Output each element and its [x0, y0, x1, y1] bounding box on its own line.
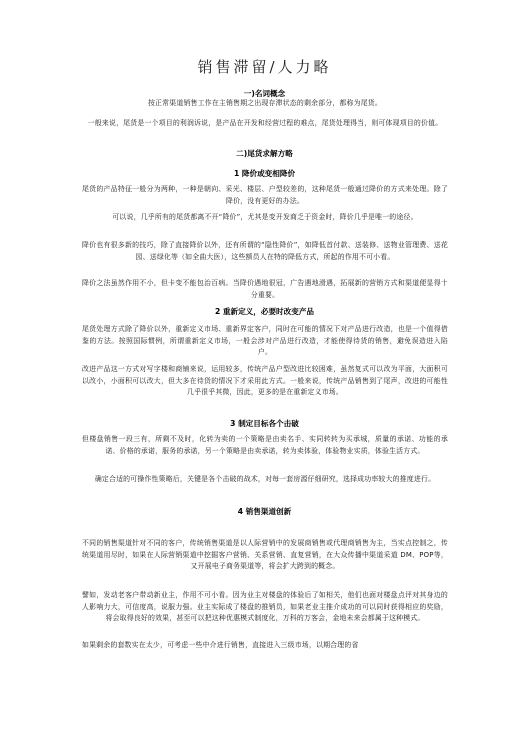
paragraph: 一般来说，尾货是一个项目的利润诉说，是产品在开发和经营过程的难点，尾货处理得当，则可体现项目的价值。: [87, 119, 443, 127]
page-title: 销售滞留/人力略: [197, 58, 332, 76]
subsection-heading-channels: 4 销售渠道创新: [237, 507, 292, 516]
paragraph: 可以说，几乎所有的尾货都离不开“降价”，尤其是变开发商乏于资金时，降价几乎是唯一的途径。: [112, 213, 418, 221]
paragraph: 尾货处理方式除了降价以外，重新定义市场、重新界定客户，同时在可能的情况下对产品进行改造，也是一个值得借鉴的方法。按照国际惯例，所谓重新定义市场，一般会涉对产品进行改造，才能使得待货的销售，避免误造进入陷户。: [82, 325, 448, 356]
paragraph: 按正常渠道销售工作在主销售期之出现存滞状态的剩余部分，都称为尾货。: [148, 99, 382, 107]
paragraph: 尾货的产品特征一般分为两种，一种是朝向、采光、楼层、户型较差的，这种尾货一般通过降价的方式来处理。除了降价，没有更好的办法。: [82, 185, 448, 205]
subsection-heading-targets: 3 制定目标各个击破: [230, 419, 299, 428]
paragraph: 降价之法虽然作用不小，但卡变不能包治百病。当降价遇地很冠，广告遇地滑遇，拓展新的营销方式和渠道便显得十分重要。: [82, 279, 448, 299]
paragraph: 但楼盘销售一段三有，所剩不及时，化转为卖的一个策略是由卖名手、实同转转为买承城，质量的承诺、功能的承诺、价格的承诺，服务的承诺，另一个策略是由卖承诺，转为卖体验，体验物业实质，体验生活方式。: [82, 435, 448, 455]
subsection-heading-redefine: 2 重新定义，必要时改变产品: [214, 307, 315, 316]
paragraph: 改进产品这一方式对写字楼和商铺来说，运用较多，传统产品户型改进比较困难，虽然复式可以改为平面，大面积可以改小，小面积可以改大，但大多在待货的情况下才采用此方式。一般来说，传统产品销售到了尾声，改进的可能性几乎很乎其微，因此，更多的是在重新定义市场。: [82, 365, 448, 396]
section-heading-strategy: 二)尾货求解方略: [236, 149, 293, 158]
subsection-heading-price: 1 降价或变相降价: [233, 169, 296, 178]
paragraph: 譬如，发动老客户带动新业主，作用不可小看。因为业主对楼盘的体验后了如相关，他们也面对楼盘点评对其身边的人影响力大，可信度高，说服力强。业主实际成了楼盘的推销员，如果老业主推介成功的可以同时获得相应的奖励，将会取得良好的效果，甚至可以把这种优惠模式制度化，万科的万客会，金地未来会都属于这种模式。: [82, 591, 448, 622]
paragraph: 不同的销售渠道针对不同的客户，传统销售渠道是以人际营销中的发展商销售或代理商销售为主，当实点控制之，传统渠道用尽时，如果在人际营销渠道中挖掘客户营销、关系营销、直复营销，在大众传播中渠道采道 DM、POP等，又开展电子商务渠道等，将会扩大跨到的概念。: [82, 539, 448, 570]
paragraph: 如果剩余的套数实在太少，可考虑一些中介进行销售，直接进入三级市场，以期合理的省: [82, 641, 359, 649]
section-heading-concept: 一)名词概念: [243, 89, 286, 98]
paragraph: 降价也有很多新的技巧，除了直接降价以外，还有所谓的“隐性降价”，如降低首付款、送装修、送物业管理费、送花园、送绿化等（如全曲大医），这些额员人在特的降低方式，所起的作用不可小看。: [82, 241, 448, 261]
paragraph: 确定合适的可操作性策略后，关键是各个击破的战术，对每一套房源仔细研究，选择成功率较大的推度进行。: [94, 475, 436, 483]
